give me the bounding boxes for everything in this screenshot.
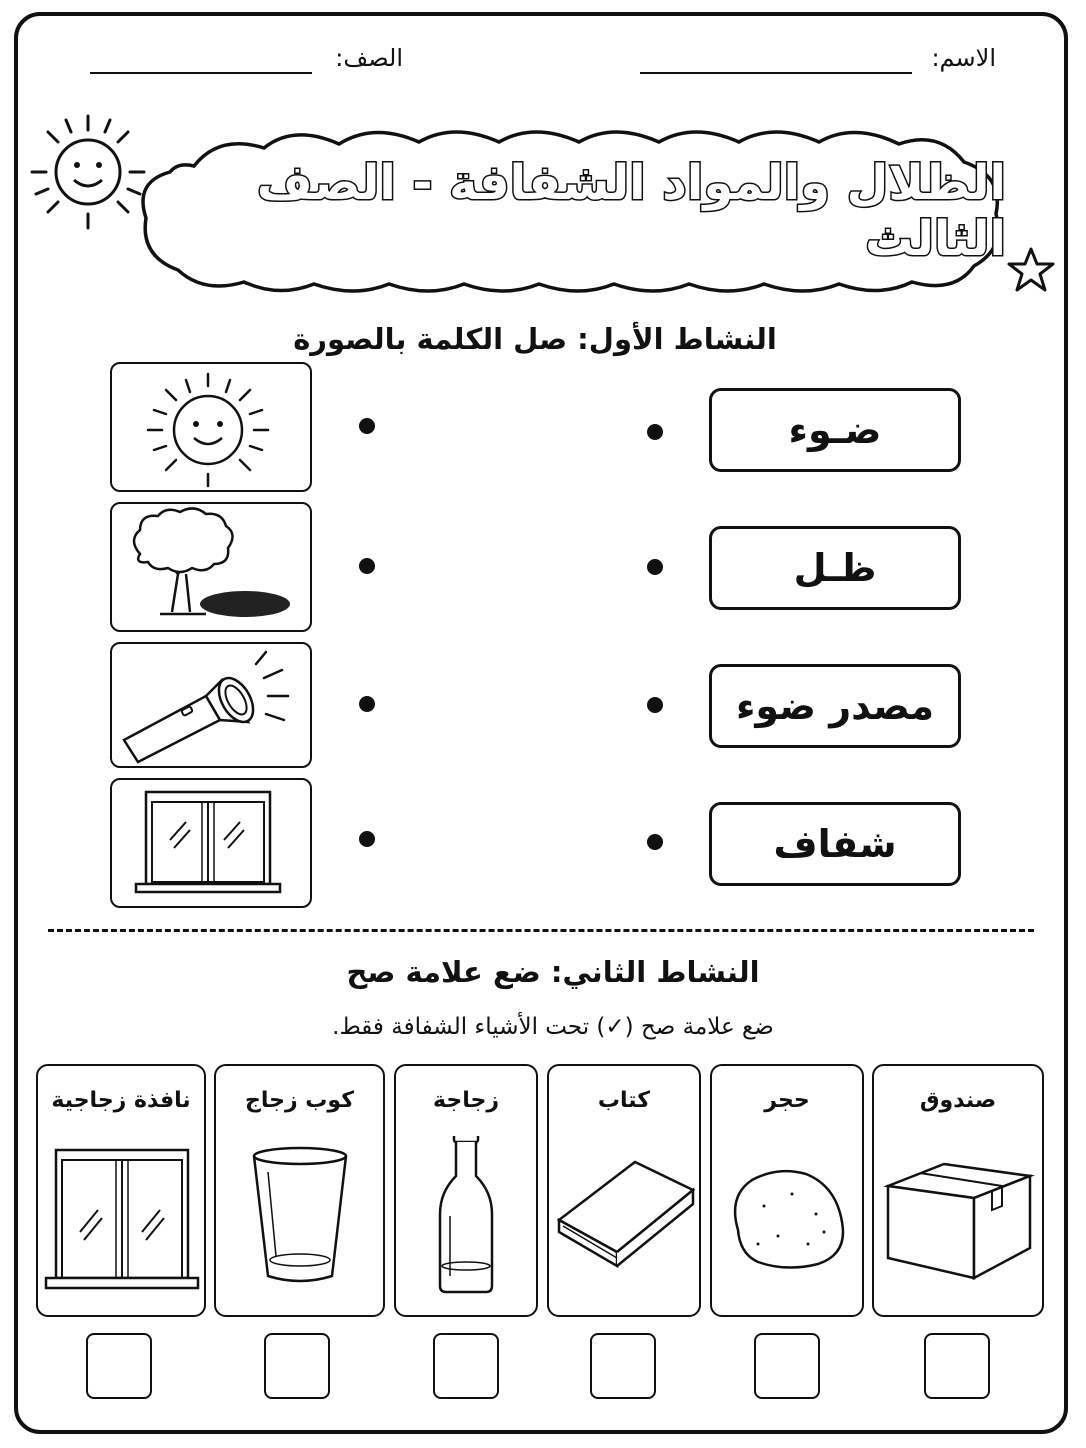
picture-dot[interactable] xyxy=(359,418,375,434)
sun-decoration-icon xyxy=(28,112,148,232)
item-label: حجر xyxy=(764,1088,810,1113)
checkbox-glass-window[interactable] xyxy=(86,1333,152,1399)
title-banner xyxy=(134,126,1006,296)
word-dot[interactable] xyxy=(647,424,663,440)
activity2-instruction: ضع علامة صح (✓) تحت الأشياء الشفافة فقط. xyxy=(332,1014,774,1040)
picture-dot[interactable] xyxy=(359,696,375,712)
name-field[interactable] xyxy=(640,72,912,74)
page-title: الظلال والمواد الشفافة - الصف الثالث xyxy=(256,155,1006,267)
picture-dot[interactable] xyxy=(359,558,375,574)
book-icon xyxy=(549,1136,699,1296)
item-card-box xyxy=(872,1064,1044,1317)
checkbox-book[interactable] xyxy=(590,1333,656,1399)
item-label: زجاجة xyxy=(433,1088,499,1113)
item-card-glass-cup xyxy=(214,1064,385,1317)
picture-card-flashlight xyxy=(110,642,312,768)
class-label: الصف: xyxy=(335,44,403,72)
item-card-glass-window xyxy=(36,1064,206,1317)
activity1-title: النشاط الأول: صل الكلمة بالصورة xyxy=(293,322,777,356)
bottle-icon xyxy=(396,1136,536,1296)
name-label: الاسم: xyxy=(931,44,996,72)
checkbox-box[interactable] xyxy=(924,1333,990,1399)
word-dot[interactable] xyxy=(647,559,663,575)
item-label: كوب زجاج xyxy=(245,1088,354,1113)
word-card-transparent: شفاف xyxy=(709,802,961,886)
word-card-light-source: مصدر ضوء xyxy=(709,664,961,748)
item-label: كتاب xyxy=(597,1088,651,1113)
item-label: نافذة زجاجية xyxy=(51,1088,191,1113)
class-field[interactable] xyxy=(90,72,312,74)
tree-shadow-icon xyxy=(110,504,310,630)
window-icon xyxy=(110,780,310,906)
item-card-book xyxy=(547,1064,701,1317)
picture-card-sun xyxy=(110,362,312,492)
checkbox-bottle[interactable] xyxy=(433,1333,499,1399)
word-dot[interactable] xyxy=(647,697,663,713)
picture-card-tree xyxy=(110,502,312,632)
glass-cup-icon xyxy=(216,1136,383,1296)
checkbox-glass-cup[interactable] xyxy=(264,1333,330,1399)
box-icon xyxy=(874,1136,1042,1296)
star-icon xyxy=(1006,246,1056,294)
checkbox-stone[interactable] xyxy=(754,1333,820,1399)
glass-window-icon xyxy=(38,1136,204,1296)
word-card-light: ضـوء xyxy=(709,388,961,472)
flashlight-icon xyxy=(110,644,310,766)
word-card-shadow: ظـل xyxy=(709,526,961,610)
item-card-stone xyxy=(710,1064,864,1317)
section-divider xyxy=(48,929,1034,932)
item-label: صندوق xyxy=(919,1088,997,1113)
word-dot[interactable] xyxy=(647,834,663,850)
activity2-title: النشاط الثاني: ضع علامة صح xyxy=(346,955,760,989)
stone-icon xyxy=(712,1136,862,1296)
item-card-bottle xyxy=(394,1064,538,1317)
picture-dot[interactable] xyxy=(359,831,375,847)
sun-icon xyxy=(110,364,310,490)
picture-card-window xyxy=(110,778,312,908)
